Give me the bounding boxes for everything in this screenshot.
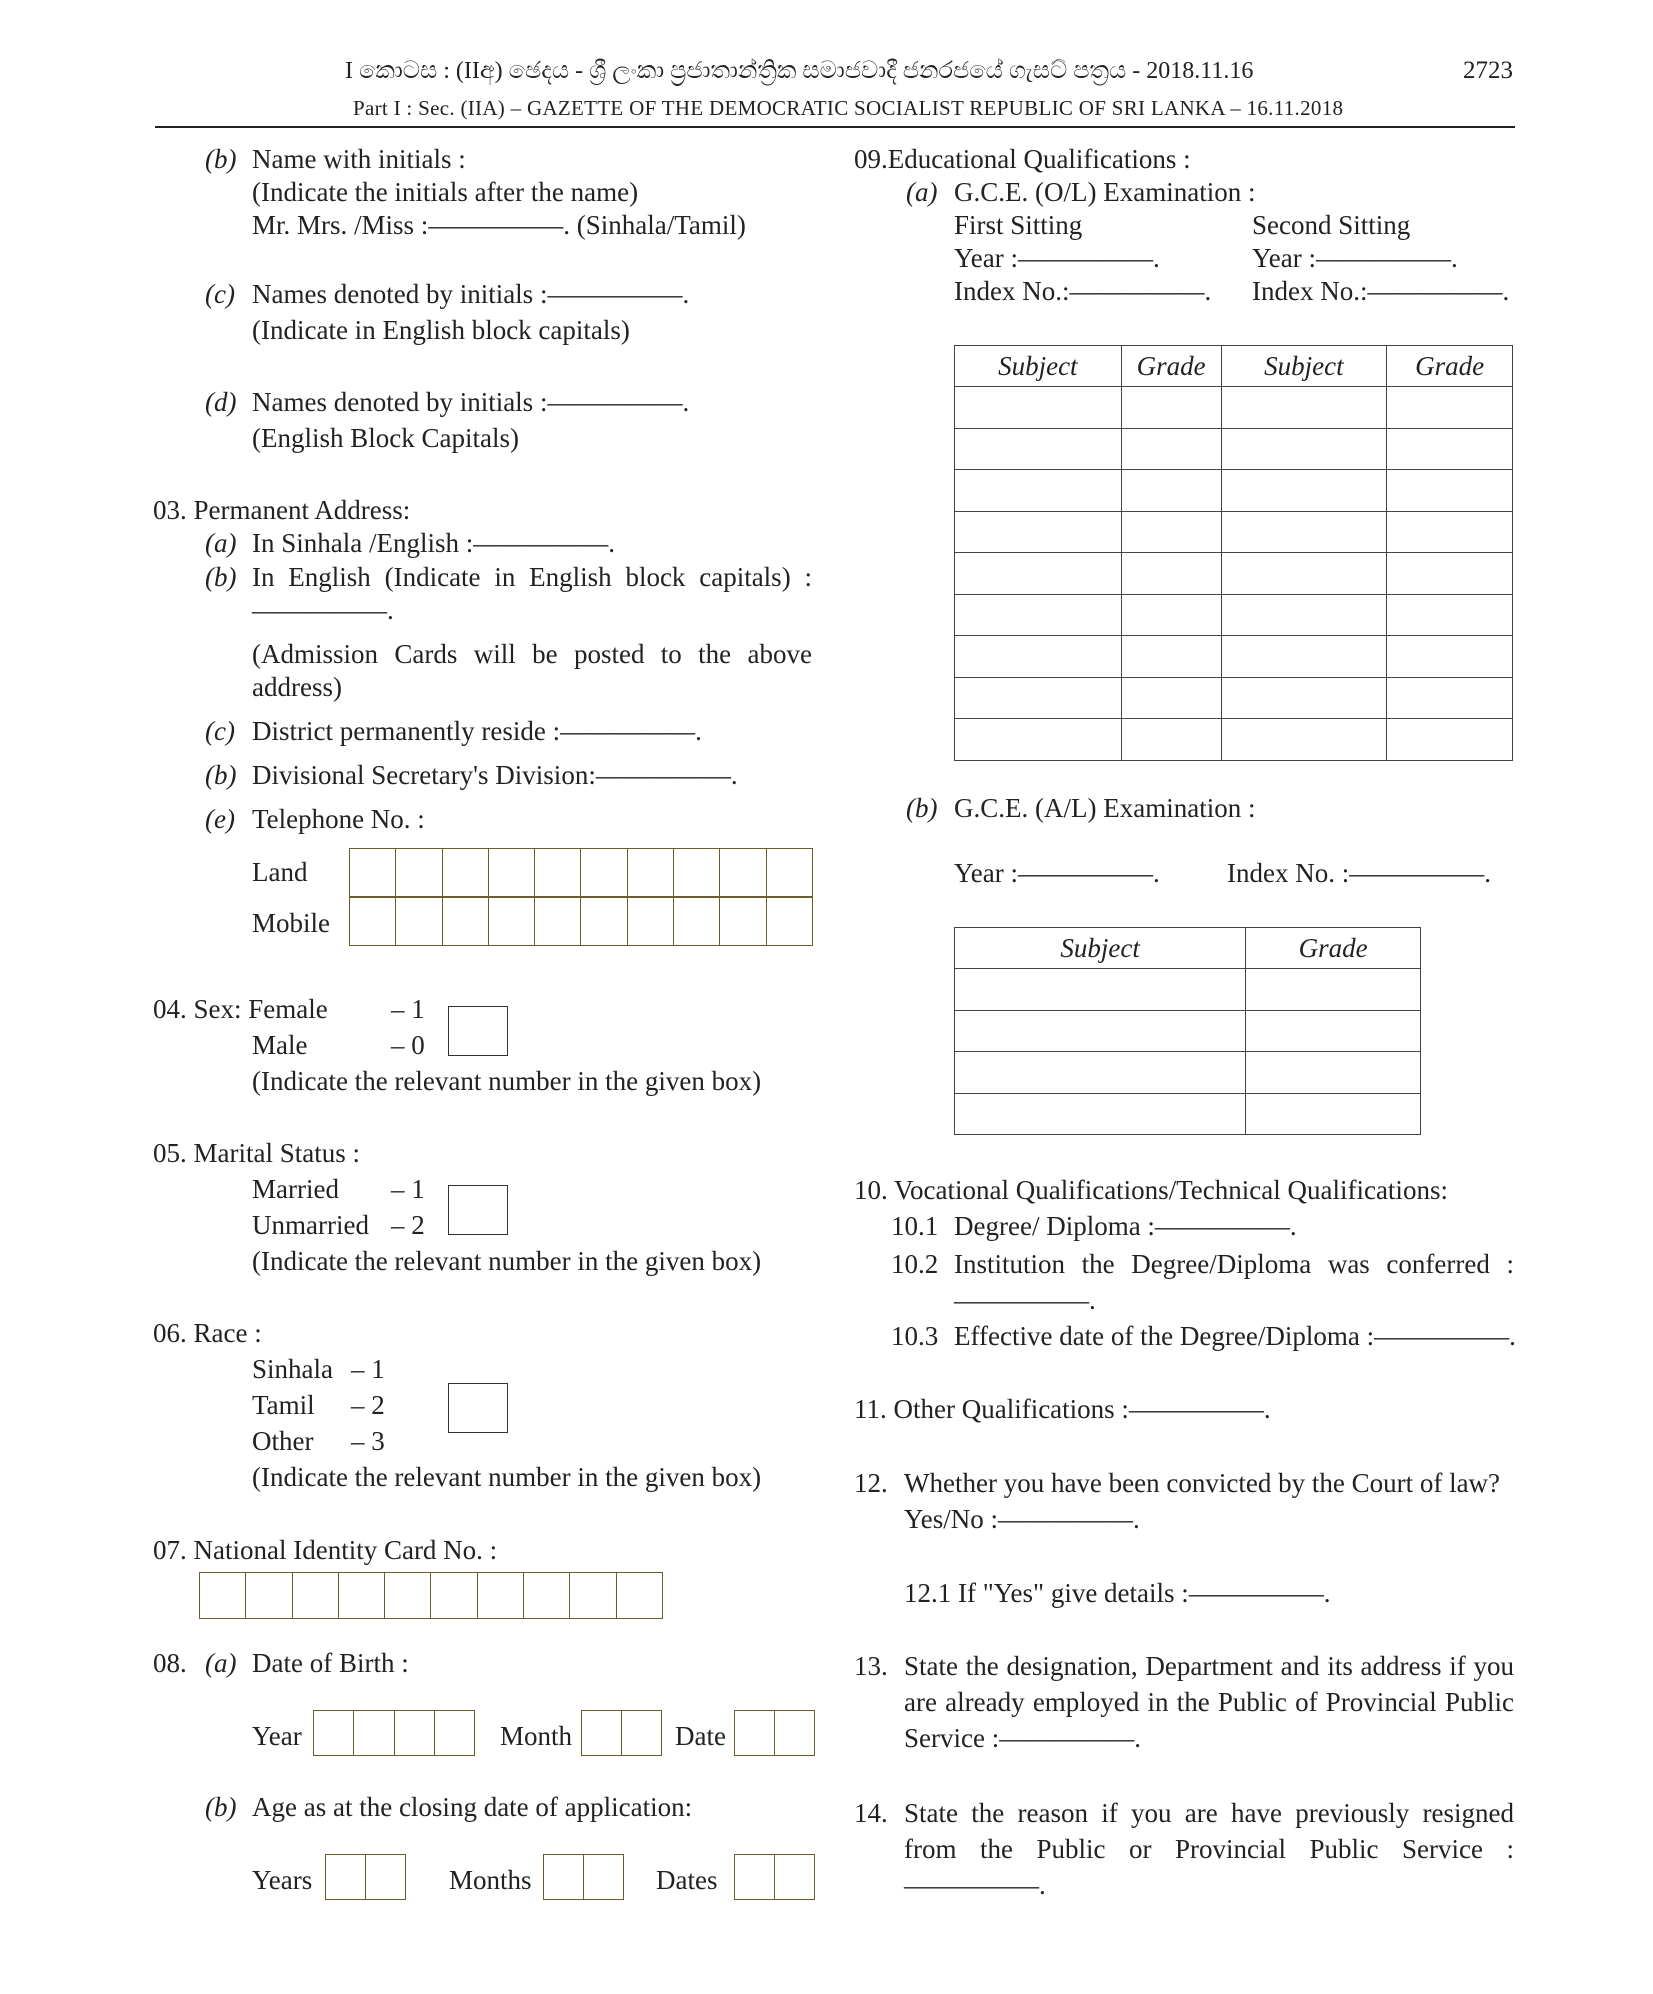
names-initials-note-c: (Indicate in English block capitals)	[252, 315, 630, 345]
table-row	[955, 511, 1513, 553]
race-note: (Indicate the relevant number in the given box)	[252, 1462, 762, 1492]
date-of-birth-label: Date of Birth :	[252, 1648, 409, 1678]
al-grade-header: Grade	[1246, 928, 1421, 969]
table-row	[955, 553, 1513, 595]
ol-grade-header: Grade	[1121, 346, 1221, 387]
married-label: Married	[252, 1174, 339, 1204]
vocational-qualifications-heading: 10. Vocational Qualifications/Technical Qualifications:	[854, 1175, 1448, 1205]
table-row	[955, 719, 1513, 761]
ol-subject-header: Subject	[955, 346, 1122, 387]
table-cell[interactable]	[955, 511, 1122, 553]
item-number: 10.3	[891, 1321, 939, 1351]
admission-note-cont: address)	[252, 672, 342, 702]
address-english-field[interactable]: —————.	[252, 595, 394, 625]
sex-note: (Indicate the relevant number in the given box)	[252, 1066, 762, 1096]
ol-year-first-field[interactable]: Year :—————.	[954, 243, 1160, 273]
al-results-table	[954, 927, 1421, 1135]
ol-index-first-field[interactable]: Index No.:—————.	[954, 276, 1212, 306]
institution-field[interactable]: —————.	[954, 1285, 1096, 1315]
table-cell[interactable]	[1387, 719, 1513, 761]
table-cell[interactable]	[955, 387, 1122, 429]
year-label: Year	[252, 1721, 302, 1751]
al-year-field[interactable]: Year :—————.	[954, 858, 1160, 888]
degree-diploma-field[interactable]: Degree/ Diploma :—————.	[954, 1211, 1297, 1241]
table-cell[interactable]	[1221, 553, 1387, 595]
age-dates-boxes[interactable]	[734, 1854, 815, 1900]
birth-month-boxes[interactable]	[581, 1710, 662, 1756]
address-english-label: In English (Indicate in English block capitals) :	[252, 562, 812, 592]
table-cell[interactable]	[955, 470, 1122, 512]
item-label: (b)	[906, 793, 938, 823]
mobile-phone-boxes[interactable]	[349, 896, 813, 946]
telephone-label: Telephone No. :	[252, 804, 425, 834]
table-cell[interactable]	[1387, 387, 1513, 429]
resignation-question-cont: from the Public or Provincial Public Service :	[904, 1834, 1514, 1864]
table-cell[interactable]	[1121, 719, 1221, 761]
first-sitting-label: First Sitting	[954, 210, 1083, 240]
table-cell[interactable]	[1246, 1052, 1421, 1094]
ol-grade-header: Grade	[1387, 346, 1513, 387]
table-cell[interactable]	[1121, 387, 1221, 429]
sex-input-box[interactable]	[448, 1006, 508, 1056]
permanent-address-heading: 03. Permanent Address:	[153, 495, 411, 525]
race-input-box[interactable]	[448, 1383, 508, 1433]
item-label: (c)	[205, 279, 235, 309]
birth-year-boxes[interactable]	[313, 1710, 475, 1756]
other-label: Other	[252, 1426, 314, 1456]
ol-results-table	[954, 345, 1513, 761]
title-field[interactable]: Mr. Mrs. /Miss :—————. (Sinhala/Tamil)	[252, 210, 746, 240]
table-cell[interactable]	[955, 677, 1122, 719]
item-number: 13.	[854, 1651, 888, 1681]
table-cell[interactable]	[1121, 428, 1221, 470]
item-label: (b)	[205, 760, 237, 790]
table-row	[955, 387, 1513, 429]
ol-index-second-field[interactable]: Index No.:—————.	[1252, 276, 1510, 306]
header-sec: Sec.	[418, 96, 455, 120]
item-label: (b)	[205, 562, 237, 592]
table-cell[interactable]	[1246, 1010, 1421, 1052]
table-cell[interactable]	[1246, 1093, 1421, 1135]
sinhala-code: – 1	[351, 1354, 385, 1384]
address-sinhala-field[interactable]: In Sinhala /English :—————.	[252, 528, 615, 558]
table-row	[955, 969, 1421, 1011]
section-08-number: 08.	[153, 1648, 187, 1678]
age-years-boxes[interactable]	[325, 1854, 406, 1900]
table-cell[interactable]	[1387, 553, 1513, 595]
item-label: (b)	[205, 144, 237, 174]
tamil-label: Tamil	[252, 1390, 315, 1420]
table-cell[interactable]	[1221, 594, 1387, 636]
table-cell[interactable]	[1121, 470, 1221, 512]
marital-status-heading: 05. Marital Status :	[153, 1138, 360, 1168]
table-row	[955, 677, 1513, 719]
table-cell[interactable]	[955, 553, 1122, 595]
institution-label: Institution the Degree/Diploma was conferred :	[954, 1249, 1514, 1279]
item-number: 12.	[854, 1468, 888, 1498]
effective-date-field[interactable]: Effective date of the Degree/Diploma :—————.	[954, 1321, 1516, 1351]
resignation-question: State the reason if you are have previously resigned	[904, 1798, 1514, 1828]
married-code: – 1	[391, 1174, 425, 1204]
names-initials-field-d[interactable]: Names denoted by initials :—————.	[252, 387, 690, 417]
nic-boxes[interactable]	[199, 1572, 663, 1619]
table-cell[interactable]	[1387, 594, 1513, 636]
table-cell[interactable]	[1121, 594, 1221, 636]
years-label: Years	[252, 1865, 313, 1895]
item-label: (b)	[205, 1792, 237, 1822]
nic-heading: 07. National Identity Card No. :	[153, 1535, 498, 1565]
table-cell[interactable]	[955, 594, 1122, 636]
names-initials-note-d: (English Block Capitals)	[252, 423, 519, 453]
table-cell[interactable]	[955, 428, 1122, 470]
district-field[interactable]: District permanently reside :—————.	[252, 716, 702, 746]
convicted-yes-no-field[interactable]: Yes/No :—————.	[904, 1504, 1140, 1534]
item-label: (c)	[205, 716, 235, 746]
tamil-code: – 2	[351, 1390, 385, 1420]
table-cell[interactable]	[1387, 428, 1513, 470]
marital-note: (Indicate the relevant number in the given box)	[252, 1246, 762, 1276]
table-cell[interactable]	[1121, 677, 1221, 719]
table-cell[interactable]	[1221, 511, 1387, 553]
header-part: Part I	[353, 96, 401, 120]
conviction-details-field[interactable]: 12.1 If "Yes" give details :—————.	[904, 1578, 1331, 1608]
table-row	[955, 470, 1513, 512]
table-row	[955, 594, 1513, 636]
item-label: (a)	[906, 177, 938, 207]
name-with-initials-label: Name with initials :	[252, 144, 466, 174]
ol-year-second-field[interactable]: Year :—————.	[1252, 243, 1458, 273]
item-number: 10.1	[891, 1211, 939, 1241]
item-label: (a)	[205, 528, 237, 558]
table-cell[interactable]	[1221, 719, 1387, 761]
divisional-secretary-field[interactable]: Divisional Secretary's Division:—————.	[252, 760, 738, 790]
table-row	[955, 1010, 1421, 1052]
second-sitting-label: Second Sitting	[1252, 210, 1411, 240]
table-cell[interactable]	[1121, 553, 1221, 595]
dates-label: Dates	[656, 1865, 718, 1895]
unmarried-code: – 2	[391, 1210, 425, 1240]
table-row	[955, 428, 1513, 470]
employment-question-cont: are already employed in the Public of Provincial Public	[904, 1687, 1514, 1717]
male-code: – 0	[391, 1030, 425, 1060]
item-label: (d)	[205, 387, 237, 417]
header-rule	[155, 126, 1515, 128]
other-code: – 3	[351, 1426, 385, 1456]
sex-heading: 04. Sex: Female	[153, 994, 328, 1024]
marital-status-input-box[interactable]	[448, 1185, 508, 1235]
header-english-text: (IIA) – GAZETTE OF THE DEMOCRATIC SOCIALIST REPUBLIC OF SRI LANKA – 16.11.2018	[454, 96, 1344, 120]
age-label: Age as at the closing date of application:	[252, 1792, 693, 1822]
names-initials-field-c[interactable]: Names denoted by initials :—————.	[252, 279, 690, 309]
employment-field[interactable]: Service :—————.	[904, 1723, 1141, 1753]
birth-date-boxes[interactable]	[734, 1710, 815, 1756]
unmarried-label: Unmarried	[252, 1210, 369, 1240]
employment-question: State the designation, Department and its address if you	[904, 1651, 1514, 1681]
land-phone-boxes[interactable]	[349, 848, 813, 898]
table-cell[interactable]	[1387, 470, 1513, 512]
month-label: Month	[500, 1721, 573, 1751]
educational-qualifications-heading: 09.Educational Qualifications :	[854, 144, 1191, 174]
table-cell[interactable]	[955, 1010, 1246, 1052]
header-english-line: Part I : Sec. (IIA) – GAZETTE OF THE DEMOCRATIC SOCIALIST REPUBLIC OF SRI LANKA – 16.11.2018	[353, 96, 1344, 120]
al-subject-header: Subject	[955, 928, 1246, 969]
name-note: (Indicate the initials after the name)	[252, 177, 639, 207]
table-cell[interactable]	[1221, 387, 1387, 429]
other-qualifications-field[interactable]: 11. Other Qualifications :—————.	[854, 1394, 1271, 1424]
race-heading: 06. Race :	[153, 1318, 262, 1348]
mobile-label: Mobile	[252, 908, 330, 938]
admission-note: (Admission Cards will be posted to the above	[252, 639, 812, 669]
table-cell[interactable]	[955, 969, 1246, 1011]
table-cell[interactable]	[1121, 511, 1221, 553]
resignation-field[interactable]: —————.	[904, 1870, 1046, 1900]
months-label: Months	[449, 1865, 532, 1895]
male-label: Male	[252, 1030, 308, 1060]
sinhala-label: Sinhala	[252, 1354, 333, 1384]
ol-exam-label: G.C.E. (O/L) Examination :	[954, 177, 1256, 207]
item-label: (e)	[205, 804, 235, 834]
table-cell[interactable]	[1387, 677, 1513, 719]
age-months-boxes[interactable]	[543, 1854, 624, 1900]
al-exam-label: G.C.E. (A/L) Examination :	[954, 793, 1256, 823]
date-label: Date	[675, 1721, 726, 1751]
table-cell[interactable]	[1221, 677, 1387, 719]
table-cell[interactable]	[1221, 428, 1387, 470]
table-cell[interactable]	[1121, 636, 1221, 678]
table-row	[955, 1093, 1421, 1135]
female-code: – 1	[391, 994, 425, 1024]
table-cell[interactable]	[955, 1052, 1246, 1094]
table-cell[interactable]	[955, 1093, 1246, 1135]
item-number: 14.	[854, 1798, 888, 1828]
table-cell[interactable]	[955, 636, 1122, 678]
land-label: Land	[252, 857, 308, 887]
table-cell[interactable]	[1221, 636, 1387, 678]
table-cell[interactable]	[1221, 470, 1387, 512]
table-cell[interactable]	[1246, 969, 1421, 1011]
table-cell[interactable]	[1387, 636, 1513, 678]
header-sinhala-line: I කොටස : (IIඅ) ඡෙදය - ශ්‍රී ලංකා ප්‍රජාතාන්ත්‍රික සමාජවාදී ජනරජයේ ගැසට් පත්‍රය - 2018.11.16	[345, 58, 1254, 84]
item-label: (a)	[205, 1648, 237, 1678]
al-index-field[interactable]: Index No. :—————.	[1227, 858, 1491, 888]
table-cell[interactable]	[1387, 511, 1513, 553]
item-number: 10.2	[891, 1249, 939, 1279]
table-cell[interactable]	[955, 719, 1122, 761]
table-row	[955, 636, 1513, 678]
table-row	[955, 1052, 1421, 1094]
ol-subject-header: Subject	[1221, 346, 1387, 387]
convicted-question: Whether you have been convicted by the Court of law?	[904, 1468, 1501, 1498]
page-number: 2723	[1463, 57, 1513, 84]
